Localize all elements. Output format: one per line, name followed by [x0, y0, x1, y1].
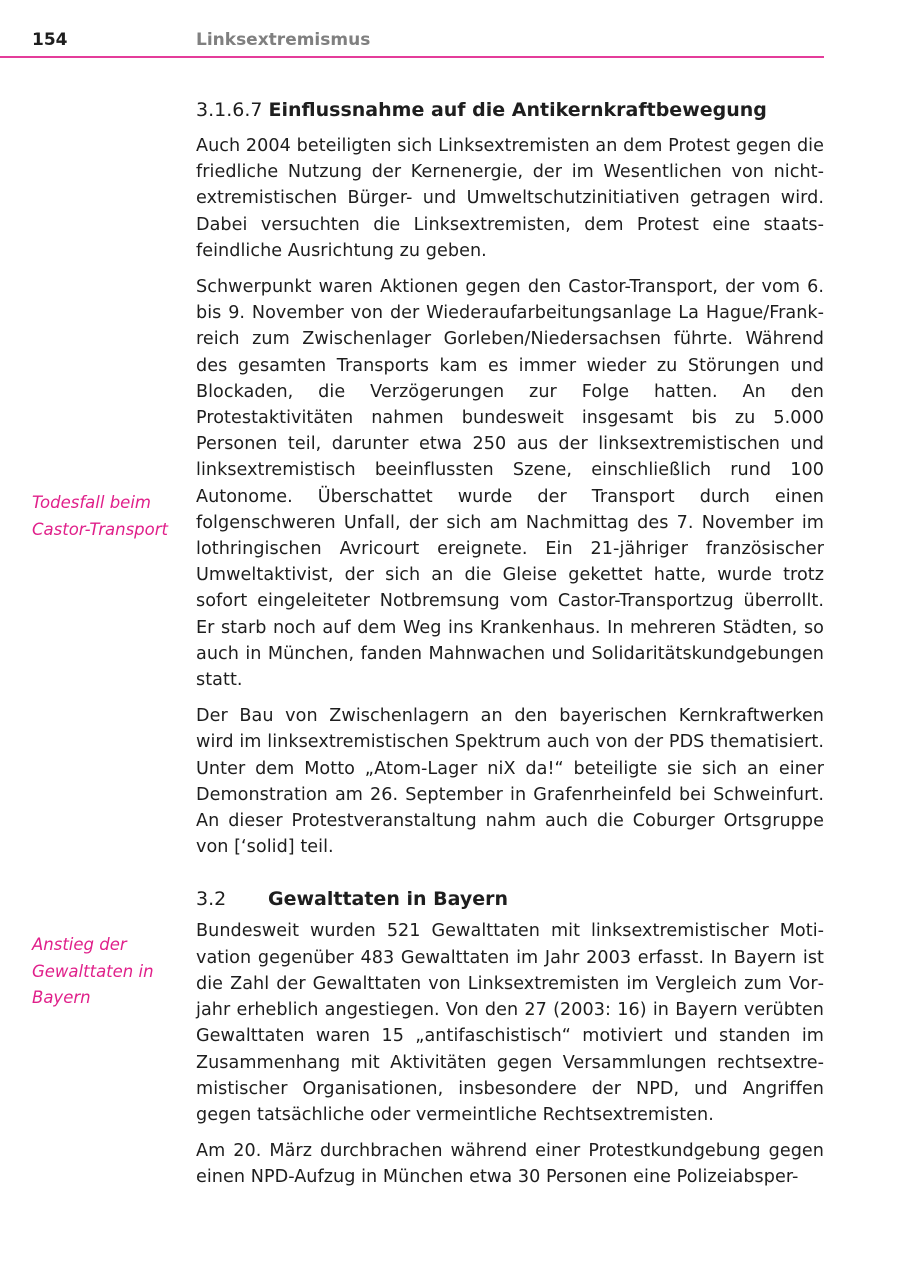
section-title: Einflussnahme auf die Antikernkraftbewegung	[268, 99, 767, 121]
paragraph: Am 20. März durchbrachen während einer Protestkundgebung gegen einen NPD-Aufzug in München etwa 30 Personen eine Polizeiabsper-	[196, 1141, 824, 1188]
section-heading-3-2	[196, 884, 824, 914]
main-text	[196, 95, 824, 1201]
page-number: 154	[32, 30, 68, 50]
page-header	[0, 0, 824, 58]
section-heading-3-1-6-7	[196, 95, 824, 125]
section-number: 3.1.6.7	[196, 99, 263, 121]
section-number: 3.2	[196, 888, 227, 911]
margin-note-gewalttaten: Anstieg der Gewalttaten in Bayern	[32, 935, 154, 1007]
margin-note-castor: Todesfall beim Castor-Transport	[32, 493, 168, 539]
header-rule	[0, 56, 824, 58]
running-head: Linksextremismus	[196, 30, 371, 50]
paragraph: Bundesweit wurden 521 Gewalttaten mit linksextremistischer Motivation gegenüber 483 Gewalttaten im Jahr 2003 erfasst. In Bayern ist die Zahl der Gewalttaten von Linksextremisten im Vergleich zum Vorjahr erheblich angestiegen. Von den 27 (2003: 16) in Bayern verübten Gewalttaten waren 15 „antifaschistisch“ motiviert und standen im Zusammenhang mit Aktivitäten gegen Versammlungen rechtsextremistischer Organisationen, insbesondere der NPD, und Angriffen gegen tatsächliche oder vermeintliche Rechtsextremisten.	[196, 921, 824, 1125]
section-title: Gewalttaten in Bayern	[268, 888, 509, 911]
paragraph: Der Bau von Zwischenlagern an den bayerischen Kernkraftwerken wird im linksextremistischen Spektrum auch von der PDS thematisiert. Unter dem Motto „Atom-Lager niX da!“ beteiligte sie sich an einer Demonstration am 26. September in Grafenrheinfeld bei Schweinfurt. An dieser Protestveranstaltung nahm auch die Coburger Ortsgruppe von [‘solid] teil.	[196, 706, 824, 858]
paragraph: Schwerpunkt waren Aktionen gegen den Castor-Transport, der vom 6. bis 9. November von der Wiederaufarbeitungsanlage La Hague/Frankreich zum Zwischenlager Gorleben/Niedersachsen führte. Während des gesamten Transports kam es immer wieder zu Störungen und Blockaden, die Verzögerungen zur Folge hatten. An den Protestaktivitäten nahmen bundesweit insgesamt bis zu 5.000 Personen teil, darunter etwa 250 aus der linksextremistischen und linksextremistisch beeinflussten Szene, einschließlich rund 100 Autonome. Überschattet wurde der Transport durch einen folgenschweren Unfall, der sich am Nachmittag des 7. November im lothringischen Avricourt ereignete. Ein 21-jähriger französischer Umweltaktivist, der sich an die Gleise gekettet hatte, wurde trotz sofort eingeleiteter Notbremsung vom Castor-Transportzug überrollt. Er starb noch auf dem Weg ins Krankenhaus. In mehreren Städten, so auch in München, fanden Mahnwachen und Solidaritätskundgebungen statt.	[196, 277, 824, 691]
paragraph: Auch 2004 beteiligten sich Linksextremisten an dem Protest gegen die friedliche Nutzung der Kernenergie, der im Wesentlichen von nicht-extremistischen Bürger- und Umweltschutzinitiativen getragen wird. Dabei versuchten die Linksextremisten, dem Protest eine staatsfeindliche Ausrichtung zu geben.	[196, 136, 824, 261]
